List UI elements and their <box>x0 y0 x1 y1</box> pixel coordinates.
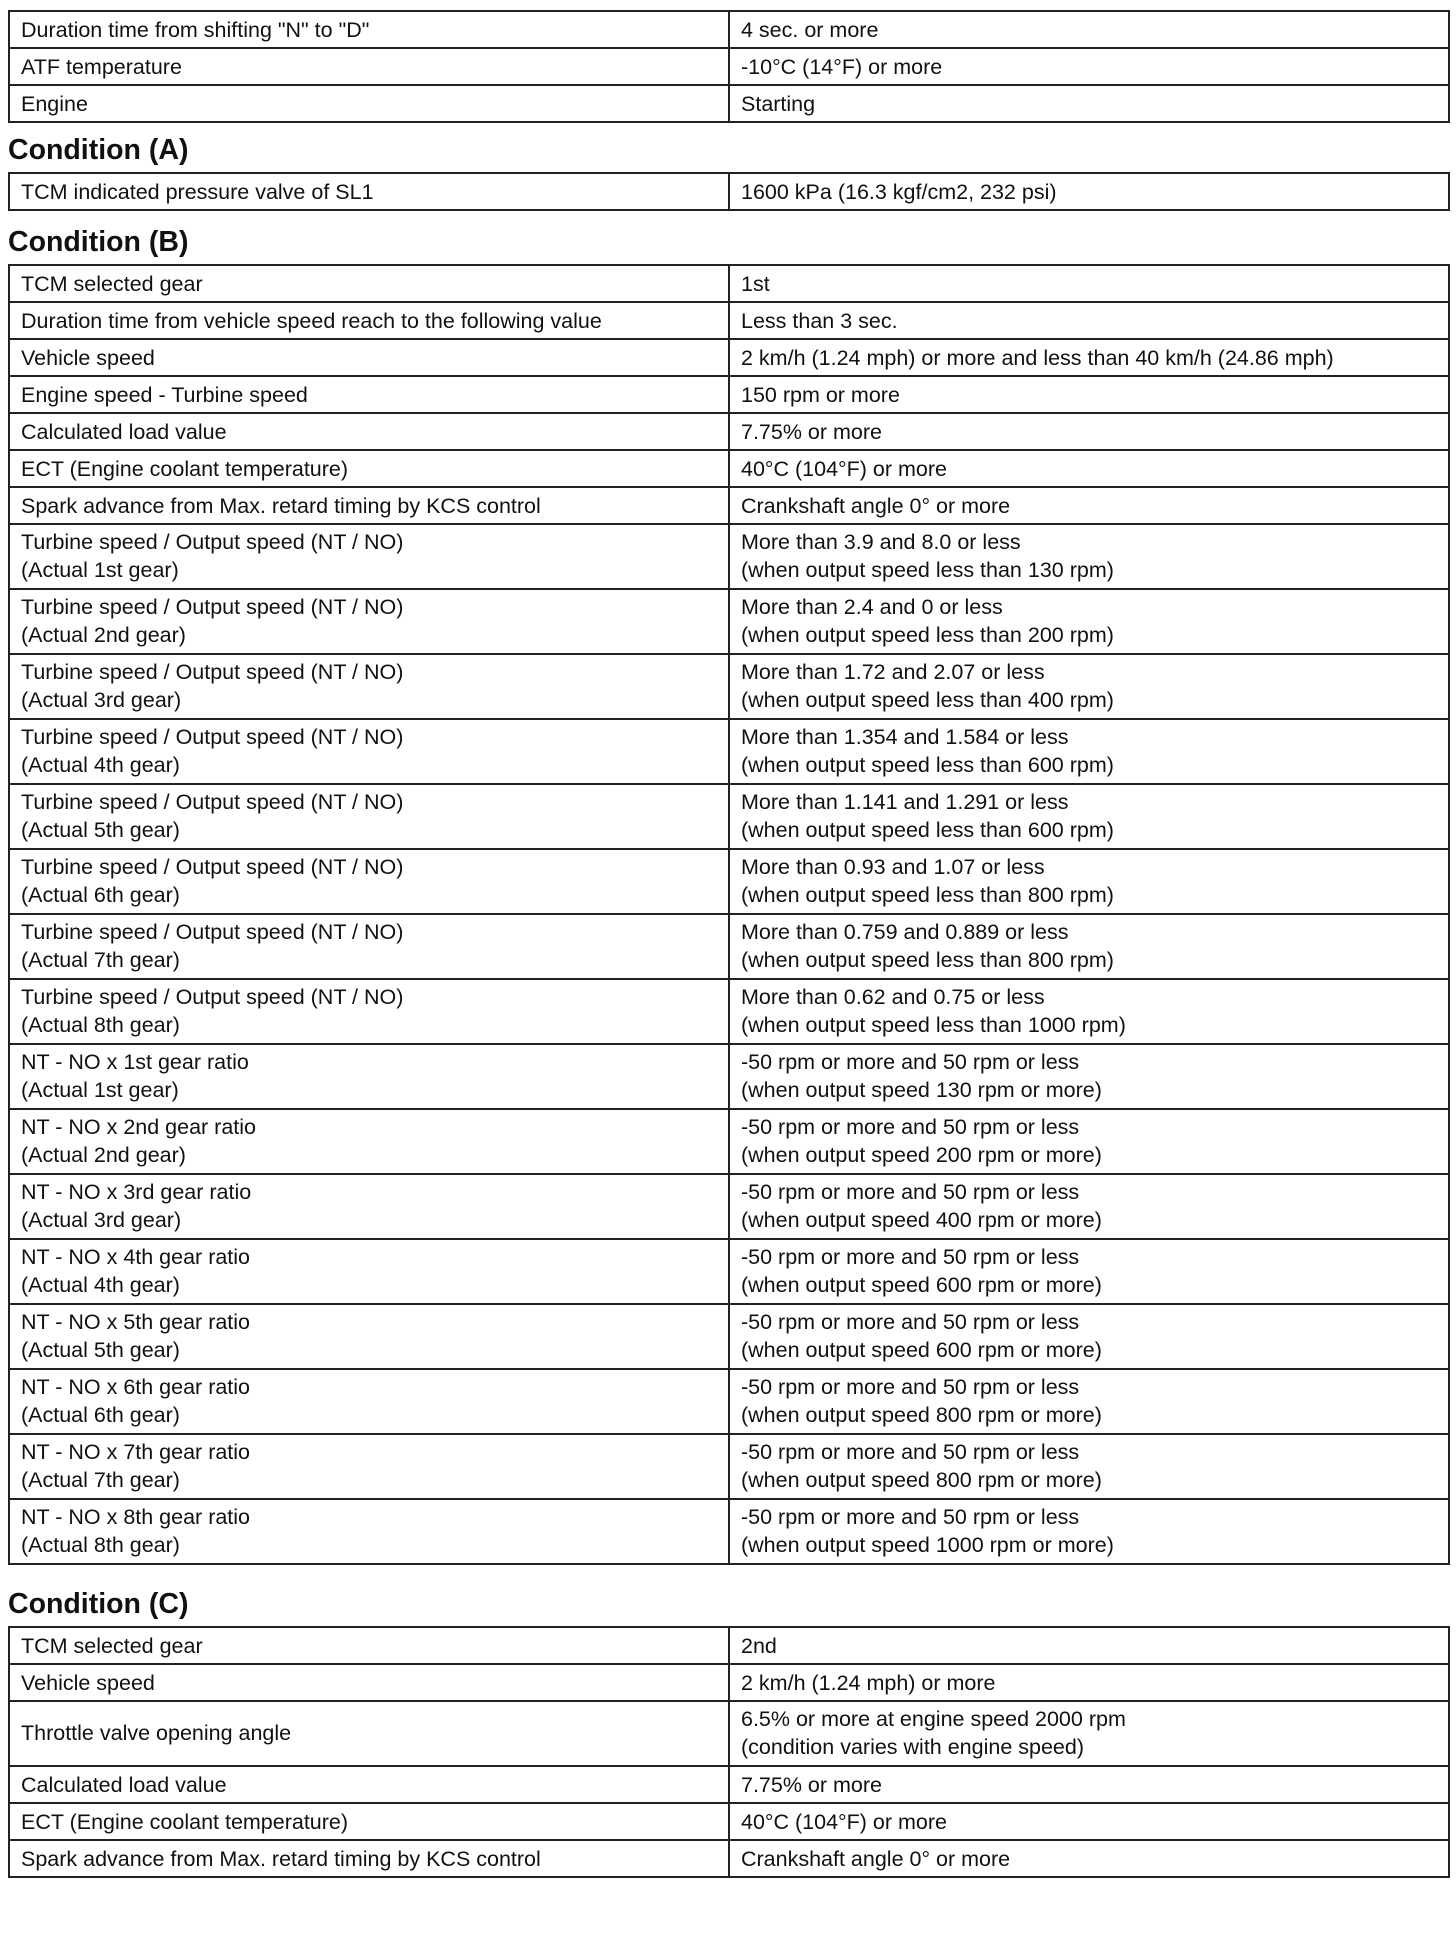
condition-label-cell: ATF temperature <box>9 48 729 85</box>
table-row <box>9 85 1449 122</box>
condition-label-cell: TCM indicated pressure valve of SL1 <box>9 173 729 210</box>
condition-value-cell: -50 rpm or more and 50 rpm or less (when output speed 800 rpm or more) <box>729 1369 1449 1434</box>
table-row <box>9 914 1449 979</box>
table-row <box>9 979 1449 1044</box>
table-row <box>9 413 1449 450</box>
condition-value-cell: -50 rpm or more and 50 rpm or less (when output speed 200 rpm or more) <box>729 1109 1449 1174</box>
table-row <box>9 376 1449 413</box>
table-row <box>9 849 1449 914</box>
table-row <box>9 1109 1449 1174</box>
condition-value-cell: 1st <box>729 265 1449 302</box>
table-row <box>9 1766 1449 1803</box>
table-row <box>9 1434 1449 1499</box>
condition-label-cell: Vehicle speed <box>9 1664 729 1701</box>
condition-label-cell: Engine <box>9 85 729 122</box>
table-row <box>9 1664 1449 1701</box>
condition-label-cell: Calculated load value <box>9 1766 729 1803</box>
condition-label-cell: NT - NO x 5th gear ratio (Actual 5th gear) <box>9 1304 729 1369</box>
condition-label-cell: Spark advance from Max. retard timing by KCS control <box>9 1840 729 1877</box>
table-row <box>9 1499 1449 1564</box>
condition-label-cell: Turbine speed / Output speed (NT / NO) (Actual 6th gear) <box>9 849 729 914</box>
condition-label-cell: Turbine speed / Output speed (NT / NO) (Actual 3rd gear) <box>9 654 729 719</box>
table-row <box>9 654 1449 719</box>
condition-label-cell: Turbine speed / Output speed (NT / NO) (Actual 5th gear) <box>9 784 729 849</box>
condition-value-cell: 40°C (104°F) or more <box>729 450 1449 487</box>
condition-label-cell: Turbine speed / Output speed (NT / NO) (Actual 4th gear) <box>9 719 729 784</box>
condition-label-cell: NT - NO x 3rd gear ratio (Actual 3rd gear) <box>9 1174 729 1239</box>
condition-label-cell: NT - NO x 4th gear ratio (Actual 4th gear) <box>9 1239 729 1304</box>
condition-label-cell: Engine speed - Turbine speed <box>9 376 729 413</box>
table-row <box>9 1174 1449 1239</box>
table-row <box>9 1701 1449 1766</box>
condition-label-cell: Turbine speed / Output speed (NT / NO) (Actual 1st gear) <box>9 524 729 589</box>
table-row <box>9 48 1449 85</box>
condition-value-cell: Less than 3 sec. <box>729 302 1449 339</box>
condition-a-title: Condition (A) <box>8 134 189 166</box>
condition-label-cell: Throttle valve opening angle <box>9 1701 729 1766</box>
condition-label-cell: Duration time from shifting "N" to "D" <box>9 11 729 48</box>
table-row <box>9 173 1449 210</box>
table-row <box>9 1840 1449 1877</box>
table-row <box>9 1627 1449 1664</box>
condition-label-cell: TCM selected gear <box>9 1627 729 1664</box>
condition-value-cell: 2nd <box>729 1627 1449 1664</box>
table-row <box>9 339 1449 376</box>
condition-value-cell: More than 0.759 and 0.889 or less (when output speed less than 800 rpm) <box>729 914 1449 979</box>
condition-value-cell: Crankshaft angle 0° or more <box>729 1840 1449 1877</box>
condition-label-cell: NT - NO x 2nd gear ratio (Actual 2nd gear) <box>9 1109 729 1174</box>
condition-value-cell: 1600 kPa (16.3 kgf/cm2, 232 psi) <box>729 173 1449 210</box>
condition-value-cell: -50 rpm or more and 50 rpm or less (when output speed 800 rpm or more) <box>729 1434 1449 1499</box>
condition-c-title: Condition (C) <box>8 1588 189 1620</box>
condition-value-cell: 6.5% or more at engine speed 2000 rpm (condition varies with engine speed) <box>729 1701 1449 1766</box>
table-row <box>9 1304 1449 1369</box>
condition-b-rows <box>9 265 1449 1564</box>
table-row <box>9 719 1449 784</box>
condition-value-cell: 7.75% or more <box>729 1766 1449 1803</box>
condition-label-cell: ECT (Engine coolant temperature) <box>9 450 729 487</box>
condition-label-cell: NT - NO x 8th gear ratio (Actual 8th gear) <box>9 1499 729 1564</box>
condition-c-table <box>8 1626 1450 1878</box>
condition-value-cell: More than 1.354 and 1.584 or less (when output speed less than 600 rpm) <box>729 719 1449 784</box>
condition-value-cell: -50 rpm or more and 50 rpm or less (when output speed 600 rpm or more) <box>729 1304 1449 1369</box>
condition-b-table <box>8 264 1450 1565</box>
table-row <box>9 784 1449 849</box>
table-row <box>9 11 1449 48</box>
condition-value-cell: -50 rpm or more and 50 rpm or less (when output speed 400 rpm or more) <box>729 1174 1449 1239</box>
condition-value-cell: 4 sec. or more <box>729 11 1449 48</box>
condition-label-cell: Turbine speed / Output speed (NT / NO) (Actual 7th gear) <box>9 914 729 979</box>
condition-label-cell: NT - NO x 6th gear ratio (Actual 6th gear) <box>9 1369 729 1434</box>
table-row <box>9 1239 1449 1304</box>
condition-label-cell: NT - NO x 1st gear ratio (Actual 1st gear) <box>9 1044 729 1109</box>
condition-value-cell: More than 0.93 and 1.07 or less (when output speed less than 800 rpm) <box>729 849 1449 914</box>
condition-value-cell: Crankshaft angle 0° or more <box>729 487 1449 524</box>
precondition-rows <box>9 11 1449 122</box>
condition-value-cell: More than 2.4 and 0 or less (when output speed less than 200 rpm) <box>729 589 1449 654</box>
condition-b-title: Condition (B) <box>8 226 189 258</box>
condition-value-cell: 7.75% or more <box>729 413 1449 450</box>
table-row <box>9 1803 1449 1840</box>
table-row <box>9 1044 1449 1109</box>
condition-label-cell: Duration time from vehicle speed reach to the following value <box>9 302 729 339</box>
condition-value-cell: Starting <box>729 85 1449 122</box>
table-row <box>9 589 1449 654</box>
condition-value-cell: 2 km/h (1.24 mph) or more and less than 40 km/h (24.86 mph) <box>729 339 1449 376</box>
table-row <box>9 302 1449 339</box>
condition-label-cell: Spark advance from Max. retard timing by KCS control <box>9 487 729 524</box>
precondition-table <box>8 10 1450 123</box>
condition-value-cell: 150 rpm or more <box>729 376 1449 413</box>
condition-value-cell: -50 rpm or more and 50 rpm or less (when output speed 130 rpm or more) <box>729 1044 1449 1109</box>
condition-value-cell: More than 1.72 and 2.07 or less (when output speed less than 400 rpm) <box>729 654 1449 719</box>
condition-label-cell: Vehicle speed <box>9 339 729 376</box>
condition-label-cell: Calculated load value <box>9 413 729 450</box>
table-row <box>9 265 1449 302</box>
condition-value-cell: -50 rpm or more and 50 rpm or less (when output speed 1000 rpm or more) <box>729 1499 1449 1564</box>
condition-c-rows <box>9 1627 1449 1877</box>
condition-value-cell: More than 0.62 and 0.75 or less (when output speed less than 1000 rpm) <box>729 979 1449 1044</box>
condition-label-cell: Turbine speed / Output speed (NT / NO) (Actual 2nd gear) <box>9 589 729 654</box>
condition-label-cell: NT - NO x 7th gear ratio (Actual 7th gear) <box>9 1434 729 1499</box>
condition-a-rows <box>9 173 1449 210</box>
condition-value-cell: 2 km/h (1.24 mph) or more <box>729 1664 1449 1701</box>
condition-value-cell: -10°C (14°F) or more <box>729 48 1449 85</box>
table-row <box>9 524 1449 589</box>
condition-value-cell: -50 rpm or more and 50 rpm or less (when output speed 600 rpm or more) <box>729 1239 1449 1304</box>
condition-label-cell: TCM selected gear <box>9 265 729 302</box>
condition-a-table <box>8 172 1450 211</box>
table-row <box>9 487 1449 524</box>
table-row <box>9 1369 1449 1434</box>
table-row <box>9 450 1449 487</box>
condition-value-cell: More than 3.9 and 8.0 or less (when output speed less than 130 rpm) <box>729 524 1449 589</box>
condition-label-cell: Turbine speed / Output speed (NT / NO) (Actual 8th gear) <box>9 979 729 1044</box>
condition-label-cell: ECT (Engine coolant temperature) <box>9 1803 729 1840</box>
condition-value-cell: More than 1.141 and 1.291 or less (when output speed less than 600 rpm) <box>729 784 1449 849</box>
condition-value-cell: 40°C (104°F) or more <box>729 1803 1449 1840</box>
